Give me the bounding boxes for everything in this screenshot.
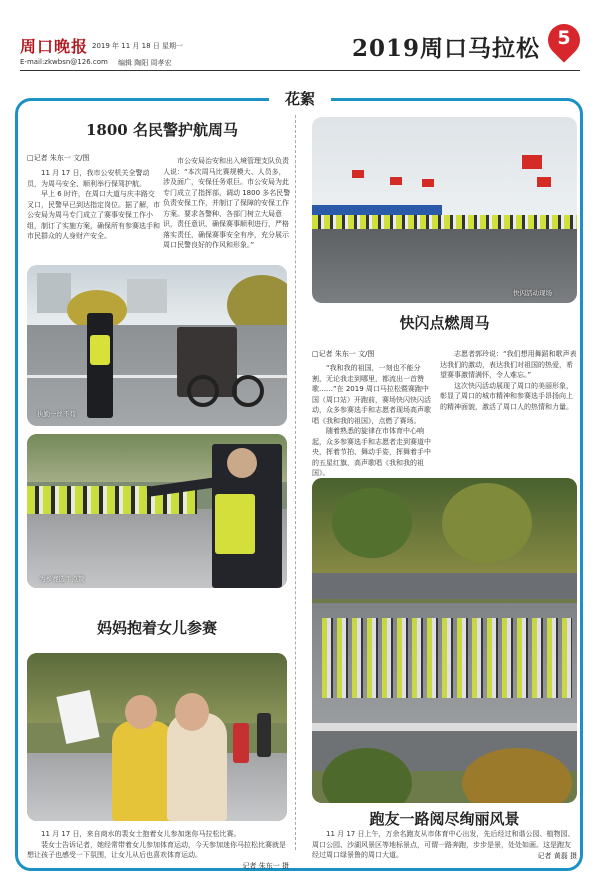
photo-officer-cheering [27, 434, 287, 588]
tree-shape [332, 488, 412, 558]
editor-credits: 编辑 陶阳 周孝宏 [118, 59, 172, 67]
photo-caption: 为参赛选手点赞 [39, 575, 85, 583]
photo-runners-avenue [312, 478, 577, 803]
road-with-cars [312, 573, 577, 599]
safety-vest [90, 335, 110, 365]
article-body-police-right [163, 156, 291, 251]
runner [233, 723, 249, 763]
motorbike-wheel [187, 375, 219, 407]
guard-rail [312, 723, 577, 731]
paragraph: 早上 6 时许，在周口大道与庆丰路交叉口，民警早已到达指定岗位。据了解，市公安局为周马专门成立了赛事安保工作小组，制订了实施方案，确保所有参赛选手和市民群众的人身财产安全。 [27, 190, 160, 240]
article-body-mother [27, 829, 289, 871]
article-title-mother: 妈妈抱着女儿参赛 [96, 619, 217, 637]
paragraph: 裴女士告诉记者，她经常带着女儿参加体育运动，今天参加迷你马拉松比赛就是想让孩子也感受一下氛围，让女儿从后也喜欢体育运动。 [27, 840, 286, 859]
flag [422, 179, 434, 187]
paragraph: 市公安局治安和出入境管理支队负责人说：“本次周马比赛规模大、人员多，涉及面广，安保任务艰巨。市公安局为此专门成立了指挥部，调动 1800 多名民警负责安保工作，并制订了保障的安保工作方案。要求各警种、各部门树立大局意识，责任意识，确保赛事顺利进行，严格落实责任，确保赛事安全有序，充分展示周口民警良好的作风和形象。” [163, 157, 291, 249]
paragraph: “我和我的祖国，一刻也不能分割，无论我走到哪里，都流出一首赞歌……”在 2019 周口马拉松暨赛跑中国（周口站）开跑前，赛场快闪快闪活动，众多参赛选手和志愿者现场高声歌唱《我和我的祖国》，点燃了赛场。 [312, 364, 431, 425]
column-divider [295, 115, 296, 850]
paragraph: 这次快闪活动展现了周口的美丽形象，彰显了周口的城市精神和参赛选手昂扬向上的精神面貌，激活了周口人的热情和力量。 [440, 381, 573, 411]
flag [390, 177, 402, 185]
child-face [125, 695, 157, 729]
runners-crowd [322, 618, 572, 698]
article-byline-flashmob: □记者 朱东一 文/图 [312, 350, 375, 358]
photo-credit: 记者 朱东一 摄 [242, 861, 289, 870]
photo-caption: 执勤一丝不苟 [37, 410, 76, 418]
article-body-flashmob-right [440, 349, 578, 412]
article-title-police: 1800 名民警护航周马 [86, 121, 238, 139]
crowd-line [312, 215, 577, 229]
photo-caption-text: 11 月 17 日，来自商水的裴女士抱着女儿参加迷你马拉松比赛。 [41, 830, 241, 838]
article-byline-police: □记者 朱东一 文/图 [27, 154, 90, 162]
article-body-police-left [27, 168, 160, 242]
flag [522, 155, 542, 169]
tree-shape [442, 483, 532, 563]
paragraph: 志愿者郭玲说：“我们想用舞蹈和歌声表达我们的激动，表达我们对祖国的热爱，希望赛事激情满怀，令人难忘。” [440, 350, 577, 379]
issue-date: 2019 年 11 月 18 日 星期一 [92, 42, 183, 50]
section-label: 花絮 [269, 87, 331, 111]
header-rule [20, 70, 580, 71]
building-shape [127, 279, 167, 313]
police-officer [87, 313, 113, 418]
building-shape [37, 273, 71, 313]
article-title-runners: 跑友一路阅尽绚丽风景 [369, 810, 520, 828]
photo-officer-on-duty [27, 265, 287, 426]
article-title-flashmob: 快闪点燃周马 [399, 314, 490, 332]
runner [257, 713, 271, 757]
article-body-runners [312, 829, 577, 861]
officer-face [227, 448, 257, 478]
article-body-flashmob-left [312, 363, 432, 479]
child-in-yellow [112, 721, 174, 821]
photo-mother-daughter [27, 653, 287, 821]
page-number: 5 [557, 27, 571, 49]
mother-face [175, 693, 209, 731]
flag [537, 177, 551, 187]
photo-credit: 记者 黄磊 摄 [537, 851, 577, 860]
page-title: 2019周口马拉松 [351, 35, 540, 62]
motorbike-wheel [232, 375, 264, 407]
photo-caption-text: 11 月 17 日上午，万余名跑友从市体育中心出发，先后经过和谐公园、植物园、周口公园、沙湖风景区等地标景点，可谓一路奔跑，步步是景，处处如画。这是跑友经过周口绿景鲁的周口大道。 [312, 830, 575, 859]
paragraph: 11 月 17 日，我市公安机关全警动员，为周马安全、顺利举行保驾护航。 [27, 169, 150, 188]
photo-flash-mob [312, 117, 577, 303]
safety-vest [215, 494, 255, 554]
paragraph: 随着熟悉的旋律在市体育中心响起，众多参赛选手和志愿者走到赛道中央，挥着节拍、舞动手姿，挥舞着手中的五星红旗，高声歌唱《我和我的祖国》。 [312, 427, 431, 477]
newspaper-logo: 周口晚报 [20, 37, 89, 56]
flag [352, 170, 364, 178]
photo-caption: 快闪活动现场 [513, 289, 552, 297]
contact-email: E-mail:zkwbsn@126.com [20, 58, 108, 66]
